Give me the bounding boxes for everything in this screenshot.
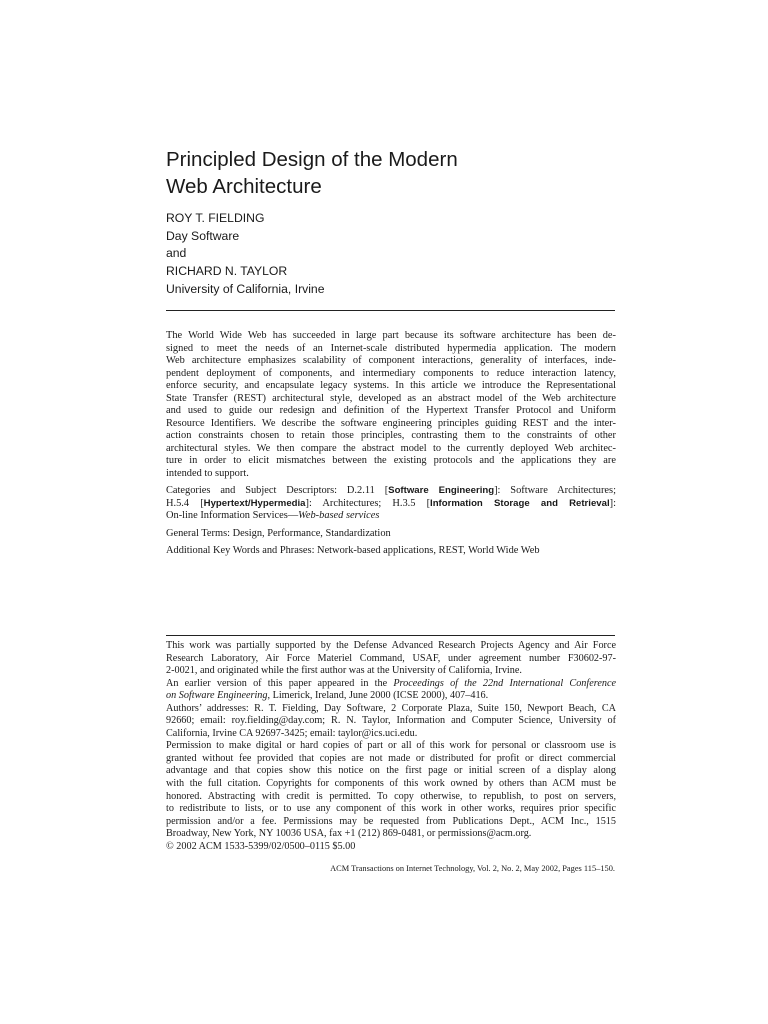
header-divider bbox=[166, 310, 615, 311]
permission-line: advantage and that copies show this notice on the first page or initial screen of a display along bbox=[166, 765, 616, 777]
permission-line: permission and/or a fee. Permissions may be requested from Publications Dept., ACM Inc., 1515 bbox=[166, 815, 616, 827]
additional-keywords: Additional Key Words and Phrases: Network-based applications, REST, World Wide Web bbox=[166, 545, 540, 556]
permission-line: with the full citation. Copyrights for components of this work owned by others than ACM must be bbox=[166, 778, 616, 790]
abstract-line: and used to guide our redesign and definition of the Hypertext Transfer Protocol and Uniform bbox=[166, 405, 616, 416]
title-line: Web Architecture bbox=[166, 175, 322, 198]
abstract-line: pendent deployment of components, and intermediary components to reduce interaction latency, bbox=[166, 367, 616, 379]
categories-text: ]: Architectures; H.3.5 [ bbox=[305, 497, 431, 509]
categories-line bbox=[166, 485, 616, 498]
permission-line: granted without fee provided that copies are not made or distributed for profit or direct commercial bbox=[166, 752, 616, 764]
categories-line bbox=[166, 498, 616, 511]
abstract-line: intended to support. bbox=[166, 467, 249, 479]
author-name: RICHARD N. TAYLOR bbox=[166, 264, 288, 279]
abstract-line: The World Wide Web has succeeded in large part because its software architecture has been de- bbox=[166, 330, 616, 341]
categories-text: On-line Information Services— bbox=[166, 510, 299, 521]
earlier-version-italic: on Software Engineering bbox=[166, 690, 268, 702]
categories-text: Categories and Subject Descriptors: D.2.11 [ bbox=[166, 485, 389, 496]
permission-line: Broadway, New York, NY 10036 USA, fax +1 (212) 869-0481, or permissions@acm.org. bbox=[166, 828, 532, 840]
author-affiliation: University of California, Irvine bbox=[166, 281, 325, 296]
abstract-line: architectural styles. We then compare the abstract model to the currently deployed Web architec- bbox=[166, 442, 616, 454]
address-line: California, Irvine CA 92697-3425; email: taylor@ics.uci.edu. bbox=[166, 727, 418, 739]
title-line: Principled Design of the Modern bbox=[166, 148, 458, 171]
abstract-line: State Transfer (REST) architectural style, developed as an abstract model of the Web architecture bbox=[166, 392, 616, 404]
abstract-line: enforce security, and encapsulate legacy systems. In this article we introduce the Representational bbox=[166, 380, 616, 391]
footnote-divider bbox=[166, 635, 615, 636]
author-conjunction: and bbox=[166, 246, 187, 261]
categories-line bbox=[166, 510, 616, 523]
copyright-line: © 2002 ACM 1533-5399/02/0500–0115 $5.00 bbox=[166, 840, 356, 852]
abstract-line: Web architecture emphasizes scalability of component interactions, generality of interfaces, inde- bbox=[166, 355, 616, 366]
author-name: ROY T. FIELDING bbox=[166, 211, 265, 225]
support-note-line: 2-0021, and originated while the first author was at the University of California, Irvine. bbox=[166, 665, 522, 677]
earlier-version-line bbox=[166, 690, 616, 703]
abstract-line: signed to meet the needs of an Internet-scale distributed hypermedia application. The modern bbox=[166, 342, 616, 354]
general-terms: General Terms: Design, Performance, Standardization bbox=[166, 528, 391, 539]
categories-text: ]: Software Architectures; bbox=[494, 485, 616, 496]
category-term: Information Storage and Retrieval bbox=[430, 497, 610, 509]
permission-line: to redistribute to lists, or to use any component of this work in other works, requires prior specific bbox=[166, 803, 616, 815]
footnotes bbox=[166, 640, 616, 853]
abstract-line: Resource Identifiers. We describe the software engineering principles guiding REST and the inter- bbox=[166, 417, 616, 429]
categories-text: H.5.4 [ bbox=[166, 497, 204, 509]
category-term: Hypertext/Hypermedia bbox=[203, 497, 306, 509]
address-line: Authors’ addresses: R. T. Fielding, Day Software, 2 Corporate Plaza, Suite 150, Newport Beach, CA bbox=[166, 702, 616, 714]
abstract bbox=[166, 330, 616, 480]
author-affiliation: Day Software bbox=[166, 228, 240, 243]
support-note-line: Research Laboratory, Air Force Materiel Command, USAF, under agreement number F30602-97- bbox=[166, 652, 616, 664]
categories-italic: Web-based services bbox=[298, 510, 380, 521]
journal-citation: ACM Transactions on Internet Technology, Vol. 2, No. 2, May 2002, Pages 115–150. bbox=[330, 864, 615, 873]
paper-title bbox=[166, 146, 616, 200]
author-block bbox=[166, 210, 616, 299]
earlier-version-text: An earlier version of this paper appeared in the bbox=[166, 677, 394, 689]
permission-line: honored. Abstracting with credit is permitted. To copy otherwise, to republish, to post on servers, bbox=[166, 790, 616, 802]
categories-text: ]: bbox=[609, 497, 616, 509]
earlier-version-line bbox=[166, 678, 616, 691]
abstract-line: ture in order to elicit mismatches between the existing protocols and the applications they are bbox=[166, 455, 616, 466]
support-note-line: This work was partially supported by the Defense Advanced Research Projects Agency and Air Force bbox=[166, 640, 616, 651]
address-line: 92660; email: roy.fielding@day.com; R. N. Taylor, Information and Computer Science, University of bbox=[166, 715, 616, 727]
earlier-version-italic: Proceedings of the 22nd International Conference bbox=[393, 677, 616, 689]
permission-line: Permission to make digital or hard copies of part or all of this work for personal or classroom use is bbox=[166, 740, 616, 752]
categories-descriptors bbox=[166, 485, 616, 523]
category-term: Software Engineering bbox=[388, 485, 495, 496]
abstract-line: action constraints chosen to retain those principles, contrasting them to the constraints of other bbox=[166, 430, 616, 441]
earlier-version-text: , Limerick, Ireland, June 2000 (ICSE 2000), 407–416. bbox=[267, 690, 489, 702]
